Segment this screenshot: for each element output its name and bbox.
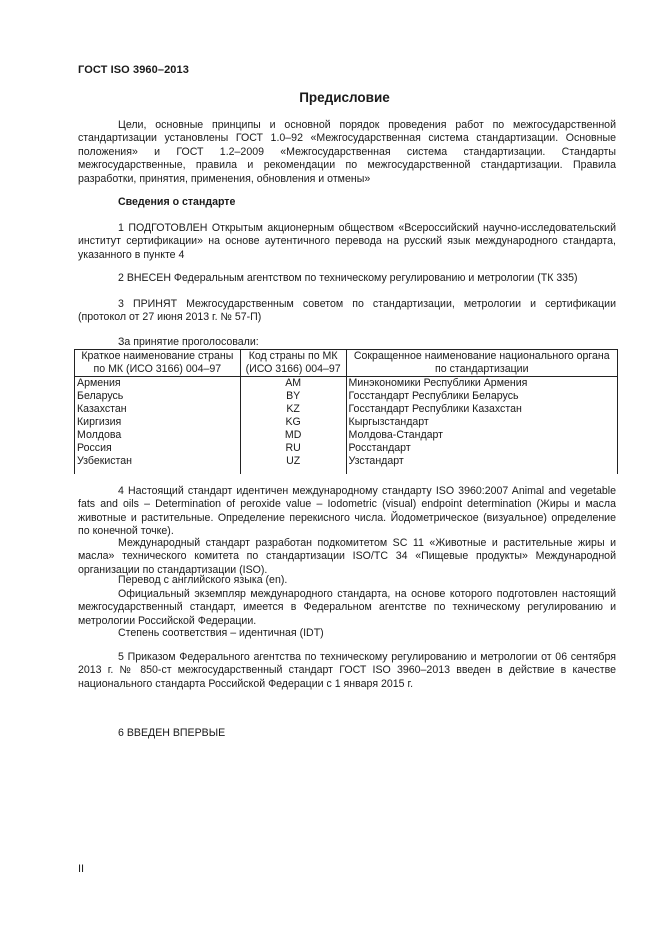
cell-body: Узстандарт [346,455,617,474]
cell-country: Киргизия [75,416,241,429]
cell-body: Молдова-Стандарт [346,429,617,442]
cell-country: Россия [75,442,241,455]
item-1-prepared: 1 ПОДГОТОВЛЕН Открытым акционерным обществом «Всероссийский научно-исследовательский институт сертификации» на основе аутентичного перевода на русский язык международного стандарта, указанного в пункте 4 [78,222,616,261]
table-row [75,403,618,416]
header-standards-body: Сокращенное наименование национального органа по стандартизации [346,350,617,377]
table-row [75,377,618,391]
cell-country: Узбекистан [75,455,241,474]
cell-body: Кыргызстандарт [346,416,617,429]
cell-country: Казахстан [75,403,241,416]
cell-body: Росстандарт [346,442,617,455]
table-row [75,416,618,429]
table-row [75,455,618,474]
voting-table [74,349,618,474]
item-5-order: 5 Приказом Федерального агентства по техническому регулированию и метрологии от 06 сентября 2013 г. № 850-ст межгосударственный стандарт ГОСТ ISO 3960–2013 введен в действие в качестве национального стандарта Российской Федерации с 1 января 2015 г. [78,651,616,690]
cell-code: KG [240,416,346,429]
item-4-conformity: Степень соответствия – идентичная (IDT) [118,627,324,639]
table-row [75,429,618,442]
header-country-name: Краткое наименование страны по МК (ИСО 3166) 004–97 [75,350,241,377]
cell-code: UZ [240,455,346,474]
cell-code: RU [240,442,346,455]
item-4-identity: 4 Настоящий стандарт идентичен международному стандарту ISO 3960:2007 Animal and vegetable fats and oils – Determination of peroxide value – Iodometric (visual) endpoint determination (Жиры и масла животные и растительные. Определение перекисного числа. Йодометрическое (визуальное) определение по конечной точке). [78,485,616,538]
intro-paragraph: Цели, основные принципы и основной порядок проведения работ по межгосударственной стандартизации установлены ГОСТ 1.0–92 «Межгосударственная система стандартизации. Основные положения» и ГОСТ 1.2–2009 «Межгосударственная система стандартизации. Стандарты межгосударственные, правила и рекомендации по межгосударственной стандартизации. Правила разработки, принятия, применения, обновления и отмены» [78,119,616,185]
section-heading: Сведения о стандарте [118,196,236,208]
header-country-code: Код страны по МК (ИСО 3166) 004–97 [240,350,346,377]
cell-country: Армения [75,377,241,391]
item-4-developer: Международный стандарт разработан подкомитетом SC 11 «Животные и растительные жиры и масла» технического комитета по стандартизации ISO/TC 34 «Пищевые продукты» Международной организации по стандартизации (ISO). [78,537,616,576]
cell-body: Госстандарт Республики Беларусь [346,390,617,403]
table-row [75,442,618,455]
page-number: II [78,863,85,875]
item-6-first-introduced: 6 ВВЕДЕН ВПЕРВЫЕ [118,727,226,739]
document-code: ГОСТ ISO 3960–2013 [78,64,189,76]
item-4-translation: Перевод с английского языка (en). [118,574,288,586]
item-2-introduced: 2 ВНЕСЕН Федеральным агентством по техническому регулированию и метрологии (ТК 335) [118,272,578,284]
cell-code: MD [240,429,346,442]
item-3-adopted: 3 ПРИНЯТ Межгосударственным советом по стандартизации, метрологии и сертификации (протокол от 27 июня 2013 г. № 57-П) [78,298,616,324]
voted-label: За принятие проголосовали: [118,336,259,348]
table-header-row [75,350,618,377]
cell-code: KZ [240,403,346,416]
cell-code: AM [240,377,346,391]
cell-country: Беларусь [75,390,241,403]
item-4-official-copy: Официальный экземпляр международного стандарта, на основе которого подготовлен настоящий межгосударственный стандарт, имеется в Федеральном агентстве по техническому регулированию и метрологии Российской Федерации. [78,588,616,627]
cell-body: Минэкономики Республики Армения [346,377,617,391]
cell-body: Госстандарт Республики Казахстан [346,403,617,416]
cell-code: BY [240,390,346,403]
page-title: Предисловие [299,90,390,105]
cell-country: Молдова [75,429,241,442]
table-row [75,390,618,403]
